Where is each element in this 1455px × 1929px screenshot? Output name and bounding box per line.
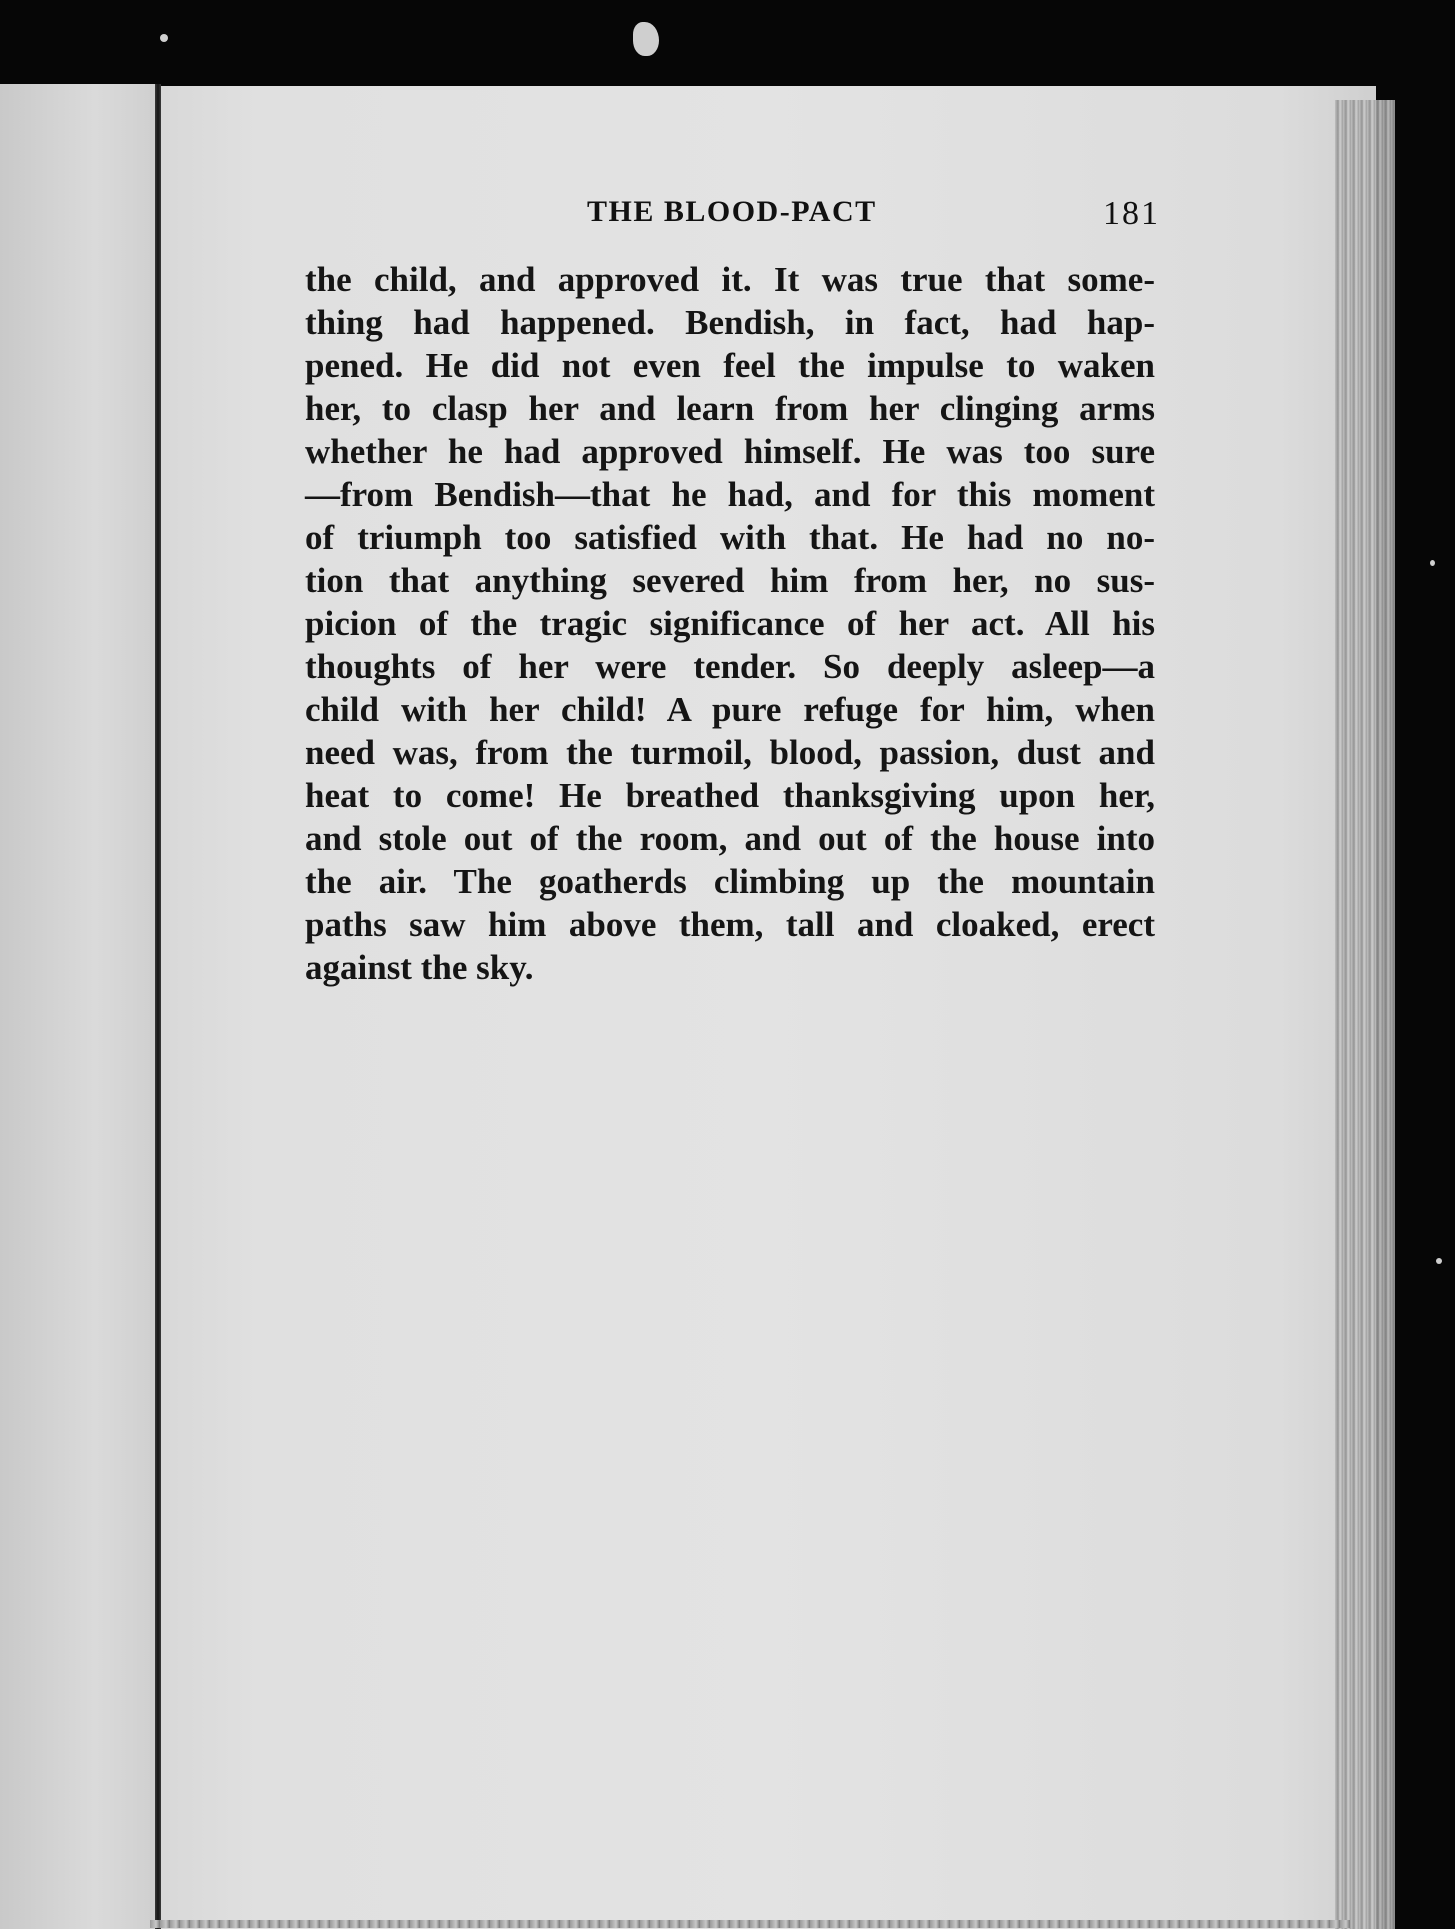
text-line: —from Bendish—that he had, and for this moment	[305, 475, 1155, 514]
dust-speck	[160, 34, 168, 42]
page-fore-edge	[1335, 100, 1395, 1929]
page-number: 181	[1103, 195, 1160, 232]
text-line: paths saw him above them, tall and cloaked, erect	[305, 905, 1155, 944]
body-text	[305, 258, 1155, 989]
text-line: of triumph too satisfied with that. He had no no-	[305, 518, 1155, 557]
text-line: thing had happened. Bendish, in fact, had hap-	[305, 303, 1155, 342]
text-line: picion of the tragic significance of her act. All his	[305, 604, 1155, 643]
text-line: the child, and approved it. It was true that some-	[305, 260, 1155, 299]
running-title: THE BLOOD-PACT	[587, 195, 877, 228]
dust-speck	[1430, 560, 1435, 566]
text-line: tion that anything severed him from her, no sus-	[305, 561, 1155, 600]
text-line: her, to clasp her and learn from her clinging arms	[305, 389, 1155, 428]
text-line: the air. The goatherds climbing up the mountain	[305, 862, 1155, 901]
text-line: pened. He did not even feel the impulse to waken	[305, 346, 1155, 385]
text-line: thoughts of her were tender. So deeply asleep—a	[305, 647, 1155, 686]
text-line: and stole out of the room, and out of the house into	[305, 819, 1155, 858]
text-line: against the sky.	[305, 948, 534, 987]
text-line: heat to come! He breathed thanksgiving upon her,	[305, 776, 1155, 815]
text-line: need was, from the turmoil, blood, passion, dust and	[305, 733, 1155, 772]
text-line: child with her child! A pure refuge for him, when	[305, 690, 1155, 729]
left-page-edge	[0, 84, 158, 1929]
text-line: whether he had approved himself. He was too sure	[305, 432, 1155, 471]
dust-speck	[1436, 1258, 1442, 1264]
dust-speck	[633, 22, 659, 56]
running-head	[380, 195, 1160, 245]
page-bottom-edge	[150, 1920, 1350, 1928]
